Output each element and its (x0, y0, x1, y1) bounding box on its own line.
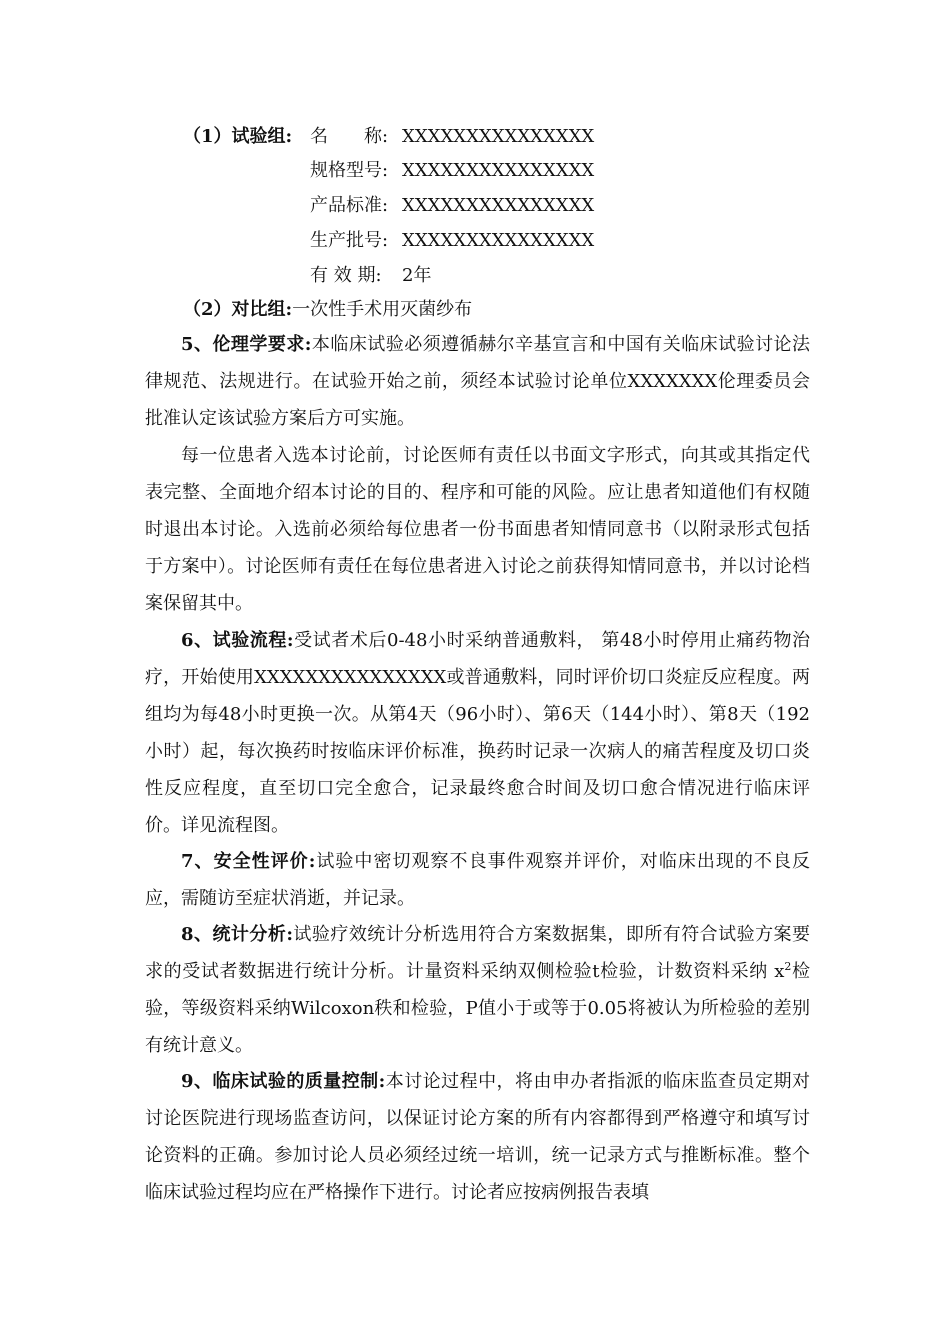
field-label: 生产批号: (310, 230, 389, 251)
group2-heading: （2）对比组: (183, 299, 293, 320)
field-value: XXXXXXXXXXXXXXX (402, 126, 595, 147)
section-safety (145, 843, 810, 917)
field-row-standard (310, 194, 594, 218)
section-text: 本临床试验必须遵循赫尔辛基宣言和中国有关临床试验讨论法律规范、法规进行。在试验开始之前，须经本试验讨论单位XXXXXXX伦理委员会批准认定该试验方案后方可实施。 (145, 334, 811, 429)
section-heading: 6、试验流程: (181, 630, 294, 651)
field-label: 产品标准: (310, 195, 389, 216)
group2-value: 一次性手术用灭菌纱布 (292, 299, 473, 320)
field-label: 有 效 期: (310, 265, 382, 286)
group2-line (183, 298, 472, 322)
field-label: 名 称: (310, 126, 389, 147)
field-value: 2年 (402, 265, 432, 286)
section-text-cont: 检验，等级资料采纳Wilcoxon秩和检验，P值小于或等于0.05将被认为所检验的差别有统计意义。 (145, 961, 810, 1056)
section-heading: 8、统计分析: (181, 924, 293, 945)
field-value: XXXXXXXXXXXXXXX (402, 230, 595, 251)
group1-heading: （1）试验组: (183, 126, 293, 147)
section-heading: 7、安全性评价: (181, 851, 316, 872)
field-row-name (310, 125, 594, 149)
field-row-spec (310, 159, 594, 183)
paragraph-consent (145, 437, 810, 622)
field-value: XXXXXXXXXXXXXXX (402, 160, 595, 181)
field-row-validity (310, 264, 431, 288)
section-text: 试验中密切观察不良事件观察并评价，对临床出现的不良反应，需随访至症状消逝，并记录。 (145, 851, 811, 909)
field-value: XXXXXXXXXXXXXXX (402, 195, 595, 216)
section-statistics (145, 916, 810, 1064)
field-label: 规格型号: (310, 160, 389, 181)
section-text: 受试者术后0-48小时采纳普通敷料， 第48小时停用止痛药物治疗，开始使用XXXXXXXXXXXXXXX或普通敷料，同时评价切口炎症反应程度。两组均为每48小时更换一次。从第4天（96小时）、第6天（144小时）、第8天（192小时）起，每次换药时按临床评价标准，换药时记录一次病人的痛苦程度及切口炎性反应程度，直至切口完全愈合，记录最终愈合时间及切口愈合情况进行临床评价。详见流程图。 (145, 630, 811, 836)
section-quality-control (145, 1063, 810, 1211)
field-row-batch (310, 229, 594, 253)
section-text: 试验疗效统计分析选用符合方案数据集，即所有符合试验方案要求的受试者数据进行统计分析。计量资料采纳双侧检验t检验，计数资料采纳 x (145, 924, 811, 982)
section-ethics (145, 326, 810, 437)
section-procedure (145, 622, 810, 844)
section-text: 本讨论过程中，将由申办者指派的临床监查员定期对讨论医院进行现场监查访问，以保证讨论方案的所有内容都得到严格遵守和填写讨论资料的正确。参加讨论人员必须经过统一培训，统一记录方式与推断标准。整个临床试验过程均应在严格操作下进行。讨论者应按病例报告表填 (145, 1071, 811, 1203)
section-heading: 9、临床试验的质量控制: (181, 1071, 386, 1092)
superscript: 2 (784, 960, 792, 973)
paragraph-text: 每一位患者入选本讨论前，讨论医师有责任以书面文字形式，向其或其指定代表完整、全面地介绍本讨论的目的、程序和可能的风险。应让患者知道他们有权随时退出本讨论。入选前必须给每位患者一份书面患者知情同意书（以附录形式包括于方案中）。讨论医师有责任在每位患者进入讨论之前获得知情同意书，并以讨论档案保留其中。 (145, 445, 810, 614)
section-heading: 5、伦理学要求: (181, 334, 312, 355)
